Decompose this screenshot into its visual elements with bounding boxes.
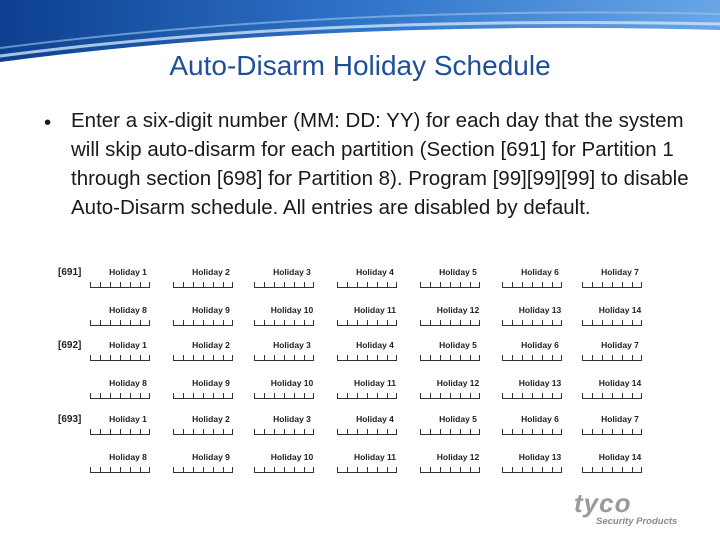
holiday-label: Holiday 11 [353, 305, 397, 315]
date-entry-field [173, 282, 233, 288]
holiday-label: Holiday 4 [356, 267, 394, 277]
date-entry-field [502, 355, 562, 361]
holiday-label: Holiday 1 [109, 340, 147, 350]
holiday-label: Holiday 14 [598, 305, 642, 315]
holiday-label: Holiday 3 [273, 414, 311, 424]
holiday-label: Holiday 12 [436, 305, 480, 315]
date-entry-field [582, 282, 642, 288]
date-entry-field [502, 429, 562, 435]
logo-tagline: Security Products [596, 516, 678, 527]
section-label: [692] [58, 340, 82, 351]
bullet-marker: • [44, 111, 52, 134]
holiday-label: Holiday 8 [109, 378, 147, 388]
date-entry-field [254, 355, 314, 361]
date-entry-field [420, 467, 480, 473]
section-label: [693] [58, 414, 82, 425]
date-entry-field [254, 467, 314, 473]
date-entry-field [173, 467, 233, 473]
holiday-label: Holiday 12 [436, 452, 480, 462]
holiday-label: Holiday 11 [353, 452, 397, 462]
holiday-label: Holiday 14 [598, 452, 642, 462]
date-entry-field [337, 282, 397, 288]
date-entry-field [173, 393, 233, 399]
holiday-label: Holiday 2 [192, 340, 230, 350]
holiday-label: Holiday 4 [356, 340, 394, 350]
date-entry-field [420, 393, 480, 399]
date-entry-field [173, 355, 233, 361]
date-entry-field [173, 429, 233, 435]
holiday-label: Holiday 8 [109, 452, 147, 462]
date-entry-field [90, 467, 150, 473]
date-entry-field [582, 320, 642, 326]
date-entry-field [254, 320, 314, 326]
holiday-label: Holiday 5 [439, 414, 477, 424]
slide-body-text: Enter a six-digit number (MM: DD: YY) for each day that the system will skip auto-disarm for each partition (Section [691] for Partition 1 through section [698] for Partition 8). Program [99][99][99] to disable Auto-Disarm schedule. All entries are disabled by default. [71, 109, 689, 219]
holiday-label: Holiday 11 [353, 378, 397, 388]
date-entry-field [502, 320, 562, 326]
date-entry-field [420, 282, 480, 288]
date-entry-field [90, 393, 150, 399]
holiday-label: Holiday 6 [521, 267, 559, 277]
holiday-label: Holiday 2 [192, 267, 230, 277]
holiday-label: Holiday 10 [270, 452, 314, 462]
date-entry-field [337, 429, 397, 435]
section-label: [691] [58, 267, 82, 278]
holiday-label: Holiday 13 [518, 378, 562, 388]
date-entry-field [254, 282, 314, 288]
holiday-label: Holiday 6 [521, 340, 559, 350]
holiday-label: Holiday 3 [273, 267, 311, 277]
logo-wordmark: tyco [574, 488, 632, 518]
date-entry-field [502, 467, 562, 473]
holiday-label: Holiday 7 [601, 340, 639, 350]
holiday-label: Holiday 13 [518, 452, 562, 462]
date-entry-field [420, 429, 480, 435]
date-entry-field [90, 355, 150, 361]
holiday-label: Holiday 1 [109, 414, 147, 424]
holiday-label: Holiday 12 [436, 378, 480, 388]
date-entry-field [582, 393, 642, 399]
holiday-label: Holiday 10 [270, 305, 314, 315]
date-entry-field [337, 320, 397, 326]
holiday-label: Holiday 5 [439, 267, 477, 277]
tyco-logo [560, 488, 690, 532]
holiday-label: Holiday 14 [598, 378, 642, 388]
holiday-label: Holiday 2 [192, 414, 230, 424]
date-entry-field [502, 282, 562, 288]
holiday-label: Holiday 7 [601, 414, 639, 424]
holiday-label: Holiday 4 [356, 414, 394, 424]
date-entry-field [173, 320, 233, 326]
date-entry-field [90, 282, 150, 288]
date-entry-field [254, 429, 314, 435]
date-entry-field [337, 393, 397, 399]
holiday-label: Holiday 3 [273, 340, 311, 350]
date-entry-field [254, 393, 314, 399]
date-entry-field [90, 320, 150, 326]
date-entry-field [420, 320, 480, 326]
holiday-label: Holiday 8 [109, 305, 147, 315]
date-entry-field [337, 467, 397, 473]
slide-title: Auto-Disarm Holiday Schedule [169, 50, 551, 81]
holiday-label: Holiday 5 [439, 340, 477, 350]
holiday-label: Holiday 13 [518, 305, 562, 315]
date-entry-field [90, 429, 150, 435]
date-entry-field [582, 467, 642, 473]
date-entry-field [337, 355, 397, 361]
holiday-label: Holiday 9 [192, 452, 230, 462]
holiday-label: Holiday 10 [270, 378, 314, 388]
holiday-label: Holiday 9 [192, 305, 230, 315]
holiday-label: Holiday 1 [109, 267, 147, 277]
date-entry-field [502, 393, 562, 399]
date-entry-field [420, 355, 480, 361]
date-entry-field [582, 429, 642, 435]
holiday-label: Holiday 7 [601, 267, 639, 277]
holiday-label: Holiday 6 [521, 414, 559, 424]
holiday-label: Holiday 9 [192, 378, 230, 388]
date-entry-field [582, 355, 642, 361]
